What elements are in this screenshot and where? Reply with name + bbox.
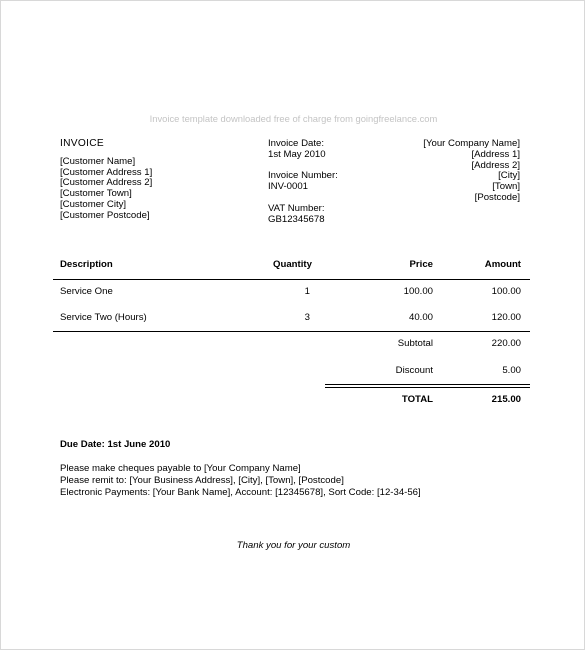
- customer-block: [60, 139, 152, 222]
- row-1-description: Service One: [60, 286, 113, 297]
- customer-postcode: [Customer Postcode]: [60, 209, 150, 221]
- row-2-description: Service Two (Hours): [60, 312, 147, 323]
- company-address-2: [Address 2]: [471, 159, 520, 171]
- invoice-date-value: 1st May 2010: [268, 148, 326, 160]
- due-date: [60, 439, 170, 451]
- customer-address-1: [Customer Address 1]: [60, 166, 153, 178]
- remit-line: Please remit to: [Your Business Address], [City], [Town], [Postcode]: [60, 475, 344, 487]
- watermark-text: Invoice template downloaded free of charge from goingfreelance.com: [149, 113, 438, 124]
- customer-city: [Customer City]: [60, 198, 127, 210]
- header-description: Description: [60, 259, 113, 270]
- vat-number-value: GB12345678: [268, 213, 325, 225]
- invoice-number-label: Invoice Number:: [268, 170, 338, 182]
- row-1-quantity: 1: [304, 286, 310, 297]
- subtotal-label: Subtotal: [397, 338, 433, 349]
- header-price: Price: [409, 259, 433, 270]
- row-2-price: 40.00: [408, 312, 433, 323]
- rows-rule: [53, 331, 530, 332]
- customer-name: [Customer Name]: [60, 155, 136, 167]
- invoice-number-value: INV-0001: [268, 181, 309, 193]
- row-2-quantity: 3: [304, 312, 310, 323]
- header-amount: Amount: [484, 259, 521, 270]
- invoice-date-label: Invoice Date:: [268, 138, 324, 149]
- row-1-amount: 100.00: [491, 286, 521, 297]
- subtotal-value: 220.00: [491, 338, 521, 349]
- payment-instructions: [60, 463, 421, 500]
- cheques-line: Please make cheques payable to [Your Company Name]: [60, 463, 301, 474]
- row-1-price: 100.00: [403, 286, 433, 297]
- total-label: TOTAL: [401, 394, 433, 405]
- row-2-amount: 120.00: [491, 312, 521, 323]
- discount-value: 5.00: [502, 365, 521, 376]
- total-rule-top: [325, 384, 530, 385]
- company-address-1: [Address 1]: [471, 148, 520, 160]
- electronic-payments-line: Electronic Payments: [Your Bank Name], Account: [12345678], Sort Code: [12-34-56]: [60, 487, 421, 499]
- invoice-title: INVOICE: [60, 138, 104, 149]
- total-value: 215.00: [491, 394, 521, 405]
- due-date-text: Due Date: 1st June 2010: [60, 439, 171, 450]
- thank-you-note: Thank you for your custom: [236, 540, 351, 551]
- header-quantity: Quantity: [273, 259, 312, 270]
- customer-address-2: [Customer Address 2]: [60, 177, 153, 189]
- discount-label: Discount: [395, 365, 433, 376]
- company-name: [Your Company Name]: [423, 138, 520, 149]
- invoice-info-block: [268, 139, 338, 225]
- company-block: [423, 139, 520, 204]
- company-postcode: [Postcode]: [474, 191, 520, 203]
- total-rule-bottom: [325, 387, 530, 388]
- vat-number-label: VAT Number:: [268, 202, 325, 214]
- company-city: [City]: [498, 170, 520, 182]
- company-town: [Town]: [492, 181, 520, 193]
- customer-town: [Customer Town]: [60, 188, 132, 200]
- header-rule: [53, 279, 530, 280]
